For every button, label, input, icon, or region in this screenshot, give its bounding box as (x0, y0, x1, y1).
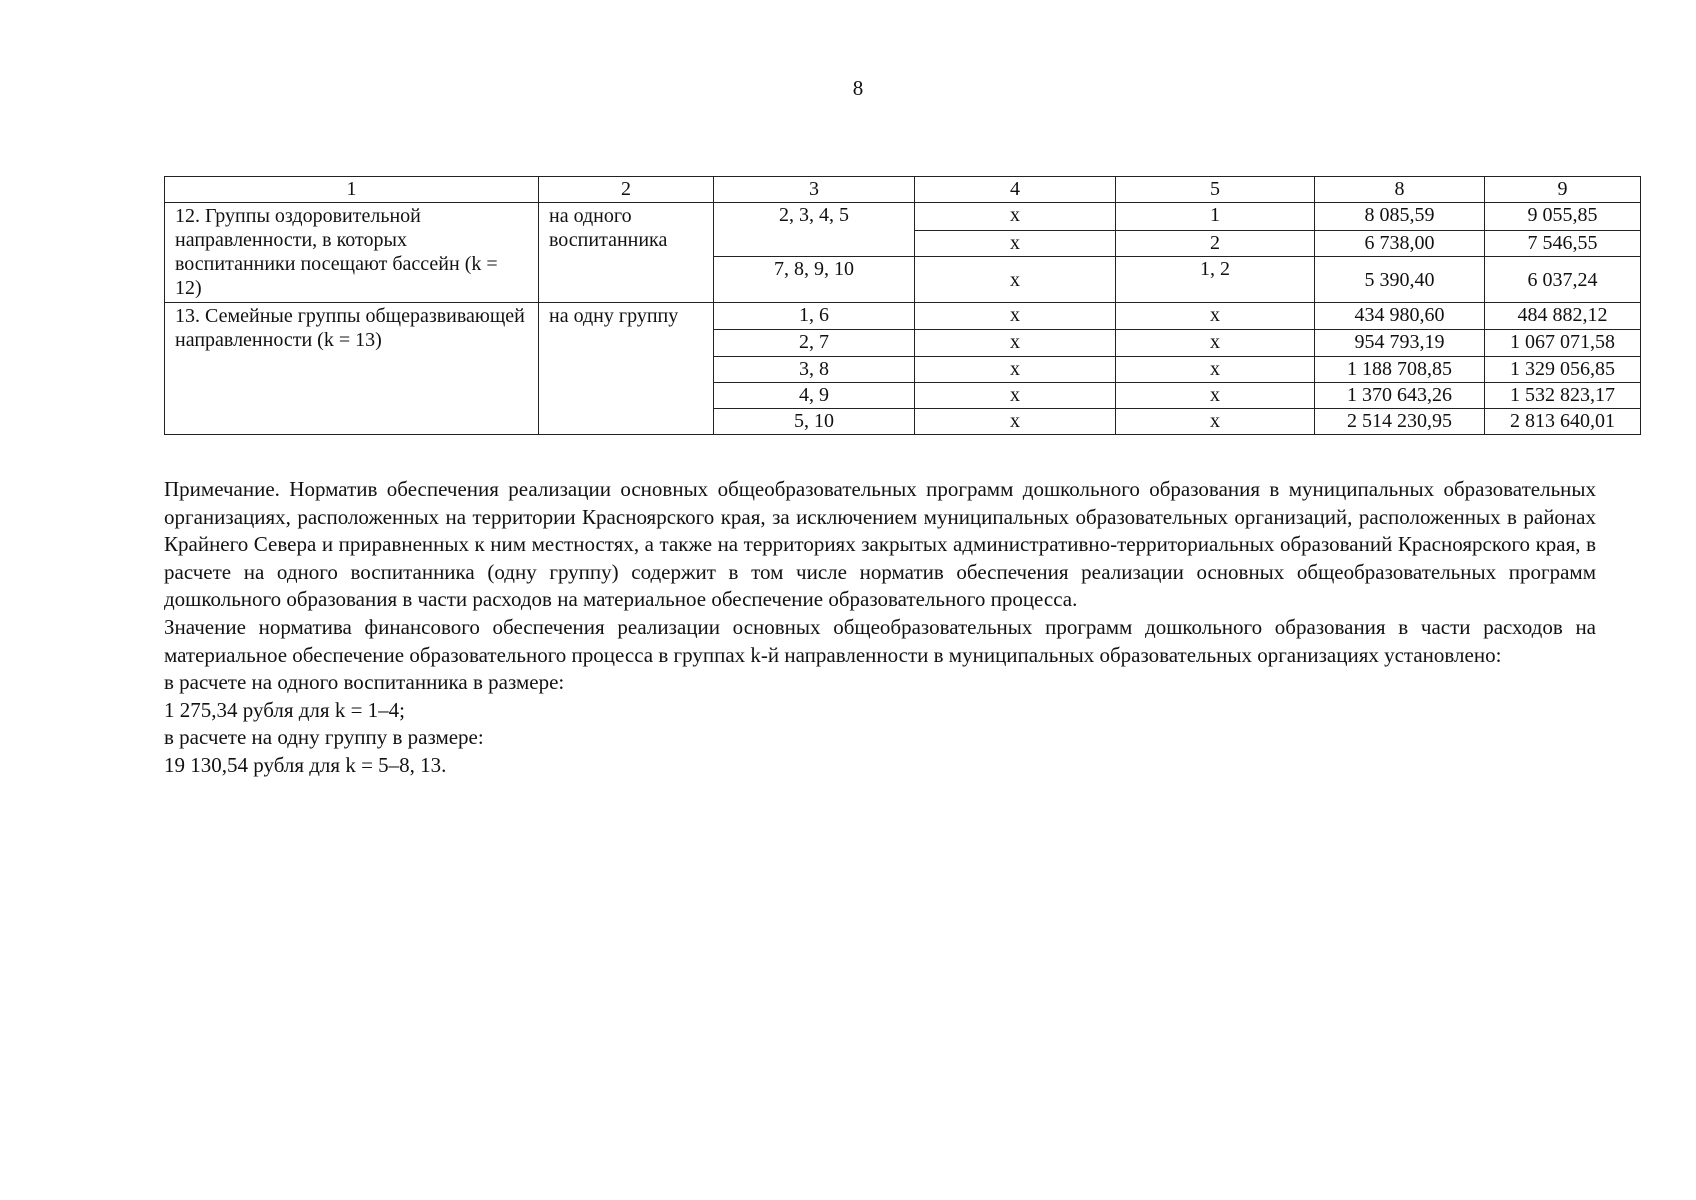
header-cell-4: 4 (915, 177, 1116, 203)
cell-c9: 1 067 071,58 (1485, 330, 1641, 357)
header-cell-9: 9 (1485, 177, 1641, 203)
group-13-name: 13. Семейные группы общеразвивающей направленности (k = 13) (165, 303, 539, 435)
header-cell-5: 5 (1116, 177, 1315, 203)
group-12-name: 12. Группы оздоровительной направленности, в которых воспитанники посещают бассейн (k = 12) (165, 203, 539, 303)
cell-c4: x (915, 357, 1116, 383)
note-line-per-group: в расчете на одну группу в размере: (164, 725, 484, 750)
cell-c8: 5 390,40 (1315, 257, 1485, 303)
cell-c4: x (915, 257, 1116, 303)
cell-c5: 2 (1116, 231, 1315, 257)
note-paragraph-2: Значение норматива финансового обеспечения реализации основных общеобразовательных программ дошкольного образования в части расходов на материальное обеспечение образовательного процесса в группах k-й направленности в муниципальных образовательных организациях установлено: (164, 614, 1596, 667)
cell-c3: 4, 9 (714, 383, 915, 409)
cell-c3: 7, 8, 9, 10 (714, 257, 915, 303)
cell-c4: x (915, 203, 1116, 231)
cell-c5: x (1116, 357, 1315, 383)
cell-c9: 2 813 640,01 (1485, 409, 1641, 435)
page-number: 8 (852, 76, 864, 100)
cell-c8: 434 980,60 (1315, 303, 1485, 330)
note-section (164, 476, 1596, 780)
note-line-per-group-value: 19 130,54 рубля для k = 5–8, 13. (164, 752, 447, 777)
cell-c4: x (915, 231, 1116, 257)
header-cell-1: 1 (165, 177, 539, 203)
group-12-unit: на одного воспитанника (539, 203, 714, 303)
cell-c8: 1 188 708,85 (1315, 357, 1485, 383)
note-paragraph-1: Примечание. Норматив обеспечения реализации основных общеобразовательных программ дошкольного образования в муниципальных образовательных организациях, расположенных на территории Красноярского края, за исключением муниципальных образовательных организаций, расположенных в районах Крайнего Севера и приравненных к ним местностях, а также на территориях закрытых административно-территориальных образований Красноярского края, в расчете на одного воспитанника (одну группу) содержит в том числе норматив обеспечения реализации основных общеобразовательных программ дошкольного образования в части расходов на материальное обеспечение образовательного процесса. (164, 477, 1596, 612)
note-line-per-pupil-value: 1 275,34 рубля для k = 1–4; (164, 697, 405, 722)
cell-c8: 2 514 230,95 (1315, 409, 1485, 435)
cell-c9: 484 882,12 (1485, 303, 1641, 330)
header-cell-3: 3 (714, 177, 915, 203)
cell-c9: 7 546,55 (1485, 231, 1641, 257)
cell-c8: 6 738,00 (1315, 231, 1485, 257)
cell-c5: x (1116, 409, 1315, 435)
cell-c5: x (1116, 303, 1315, 330)
cell-c5: x (1116, 330, 1315, 357)
cell-c3: 1, 6 (714, 303, 915, 330)
cell-c8: 954 793,19 (1315, 330, 1485, 357)
normative-table-container (164, 176, 1640, 435)
header-cell-2: 2 (539, 177, 714, 203)
table-row (165, 203, 1641, 231)
cell-c5: 1 (1116, 203, 1315, 231)
cell-c5: 1, 2 (1116, 257, 1315, 303)
cell-c4: x (915, 330, 1116, 357)
note-line-per-pupil: в расчете на одного воспитанника в размере: (164, 670, 565, 695)
cell-c3: 2, 7 (714, 330, 915, 357)
table-header-row (165, 177, 1641, 203)
cell-c4: x (915, 383, 1116, 409)
cell-c9: 1 329 056,85 (1485, 357, 1641, 383)
cell-c3: 5, 10 (714, 409, 915, 435)
cell-c8: 8 085,59 (1315, 203, 1485, 231)
normative-table (164, 176, 1641, 435)
cell-c3: 2, 3, 4, 5 (714, 203, 915, 257)
header-cell-8: 8 (1315, 177, 1485, 203)
cell-c4: x (915, 409, 1116, 435)
cell-c8: 1 370 643,26 (1315, 383, 1485, 409)
group-13-unit: на одну группу (539, 303, 714, 435)
cell-c3: 3, 8 (714, 357, 915, 383)
cell-c9: 1 532 823,17 (1485, 383, 1641, 409)
table-row (165, 303, 1641, 330)
cell-c9: 9 055,85 (1485, 203, 1641, 231)
cell-c9: 6 037,24 (1485, 257, 1641, 303)
cell-c4: x (915, 303, 1116, 330)
cell-c5: x (1116, 383, 1315, 409)
